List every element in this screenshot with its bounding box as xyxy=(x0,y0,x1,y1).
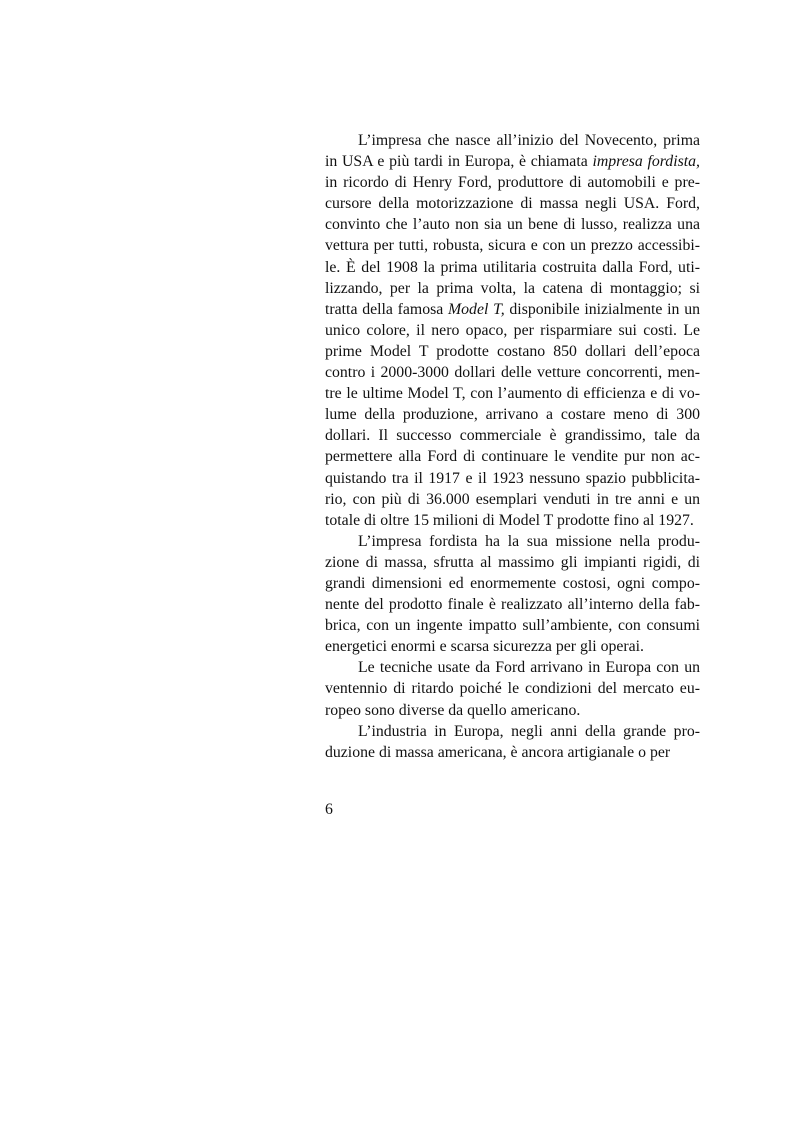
body-text xyxy=(325,130,700,763)
paragraph-missione xyxy=(325,531,700,658)
text-span: disponibile inizialmente in un unico colore, il nero opaco, per risparmiare sui costi. Le prime Model T prodotte costano 850 dollari dell’epoca contro i 2000-3000 dollari delle vetture concorrenti, mentre le ultime Model T, con l’aumento di efficienza e di volume della produzione, arrivano a costare meno di 300 dollari. Il successo commerciale è grandissimo, tale da permettere alla Ford di continuare le vendite pur non acquistando tra il 1917 e il 1923 nessuno spazio pubblicitario, con più di 36.000 esemplari venduti in tre anni e un totale di oltre 15 milioni di Model T prodotte fino al 1927. xyxy=(325,300,700,529)
text-span: L’impresa che nasce all’inizio del Novecento, prima in USA e più tardi in Europa, è chiamata xyxy=(325,132,700,171)
text-span: L’impresa fordista ha la sua missione nella produzione di massa, sfrutta al massimo gli impianti rigidi, di grandi dimensioni ed enormemente costosi, ogni componente del prodotto finale è realizzato all’interno della fabbrica, con un ingente impatto sull’ambiente, con consumi energetici enormi e scarsa sicurezza per gli operai. xyxy=(325,532,700,656)
text-span: L’industria in Europa, negli anni della grande produzione di massa americana, è ancora artigianale o per xyxy=(325,722,700,761)
italic-term-impresa-fordista: impresa fordista, xyxy=(592,153,700,171)
text-span: in ricordo di Henry Ford, produttore di automobili e precursore della motorizzazione di massa negli USA. Ford, convinto che l’auto non sia un bene di lusso, realizza una vettura per tutti, robusta, sicura e con un prezzo accessibile. È del 1908 la prima utilitaria costruita dalla Ford, utilizzando, per la prima volta, la catena di montaggio; si tratta della famosa xyxy=(325,174,700,318)
page-number: 6 xyxy=(325,801,333,818)
paragraph-industria-europa xyxy=(325,721,700,763)
paragraph-impresa-fordista xyxy=(325,130,700,531)
text-span: Le tecniche usate da Ford arrivano in Europa con un ventennio di ritardo poiché le condizioni del mercato europeo sono diverse da quello americano. xyxy=(325,659,700,719)
italic-term-model-t: Model T, xyxy=(448,300,505,318)
paragraph-tecniche xyxy=(325,657,700,720)
